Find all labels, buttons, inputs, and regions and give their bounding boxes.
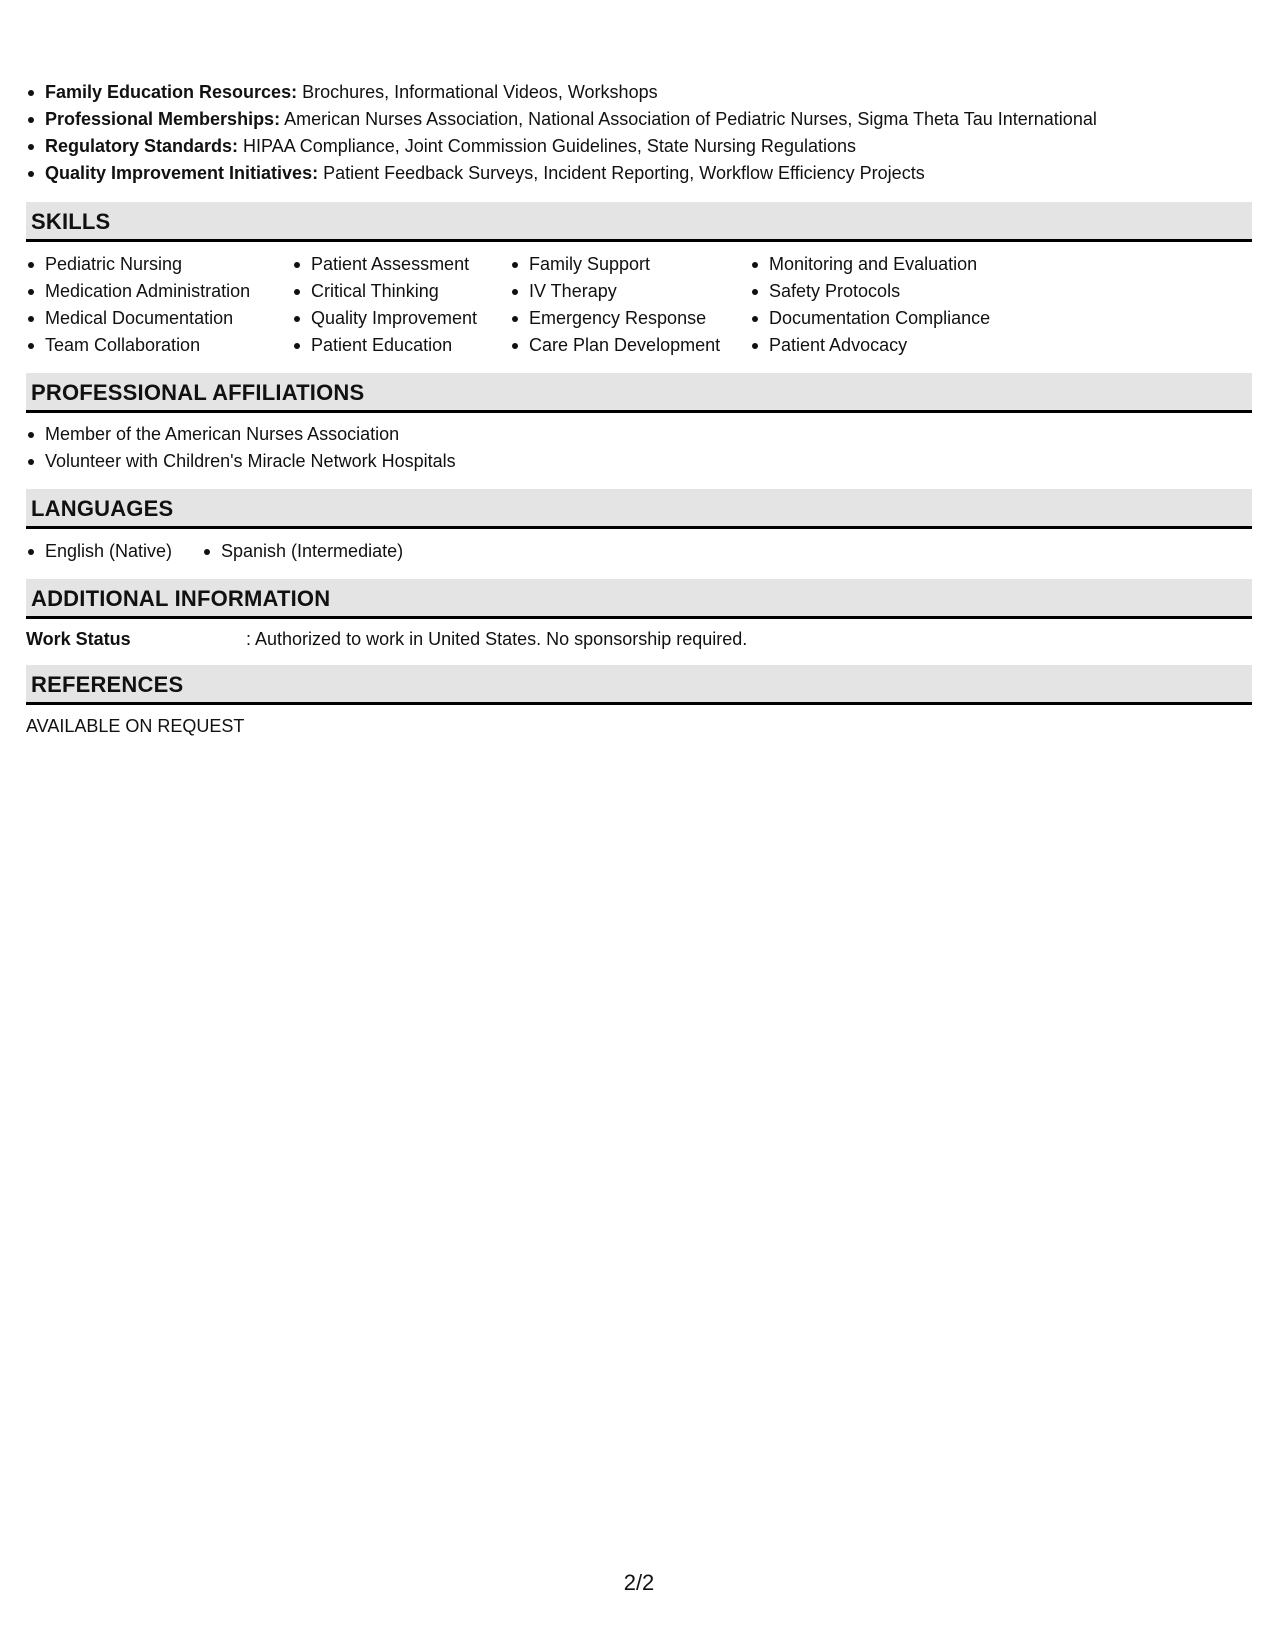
list-item — [26, 160, 1097, 187]
skills-column-2 — [292, 251, 477, 359]
item-text: HIPAA Compliance, Joint Commission Guidelines, State Nursing Regulations — [238, 136, 856, 156]
skill-item: Team Collaboration — [26, 332, 250, 359]
skill-item: Emergency Response — [510, 305, 720, 332]
skill-item: Critical Thinking — [292, 278, 477, 305]
language-column-2 — [202, 538, 403, 565]
item-text: American Nurses Association, National Association of Pediatric Nurses, Sigma Theta Tau International — [280, 109, 1097, 129]
section-title: PROFESSIONAL AFFILIATIONS — [31, 380, 365, 405]
affiliations-section-header — [26, 373, 1252, 413]
skill-item: Safety Protocols — [750, 278, 990, 305]
list-item — [26, 106, 1097, 133]
skill-item: Patient Assessment — [292, 251, 477, 278]
affiliations-list — [26, 421, 456, 475]
work-status-value: : Authorized to work in United States. No sponsorship required. — [246, 629, 748, 649]
skills-column-4 — [750, 251, 990, 359]
list-item: Volunteer with Children's Miracle Network Hospitals — [26, 448, 456, 475]
item-label: Regulatory Standards: — [45, 136, 239, 156]
resume-page — [26, 0, 1252, 1650]
skill-item: Patient Advocacy — [750, 332, 990, 359]
skills-column-3 — [510, 251, 720, 359]
skills-section-header — [26, 202, 1252, 242]
work-status-label: Work Status — [26, 629, 131, 649]
skill-item: Care Plan Development — [510, 332, 720, 359]
section-title: SKILLS — [31, 209, 111, 234]
languages-section-header — [26, 489, 1252, 529]
language-column-1 — [26, 538, 172, 565]
list-item — [26, 79, 1097, 106]
skill-item: Quality Improvement — [292, 305, 477, 332]
skill-item: Medication Administration — [26, 278, 250, 305]
list-item: Member of the American Nurses Association — [26, 421, 456, 448]
section-title: LANGUAGES — [31, 496, 174, 521]
item-label: Family Education Resources: — [45, 82, 298, 102]
item-label: Quality Improvement Initiatives: — [45, 163, 319, 183]
page-number: 2/2 — [623, 1570, 655, 1595]
skill-item: IV Therapy — [510, 278, 720, 305]
list-item — [26, 133, 1097, 160]
skill-item: Monitoring and Evaluation — [750, 251, 990, 278]
skill-item: Documentation Compliance — [750, 305, 990, 332]
language-item: English (Native) — [26, 538, 172, 565]
resources-list — [26, 79, 1097, 187]
item-label: Professional Memberships: — [45, 109, 281, 129]
skill-item: Medical Documentation — [26, 305, 250, 332]
language-item: Spanish (Intermediate) — [202, 538, 403, 565]
skill-item: Pediatric Nursing — [26, 251, 250, 278]
skill-item: Family Support — [510, 251, 720, 278]
references-section-header — [26, 665, 1252, 705]
item-text: Patient Feedback Surveys, Incident Reporting, Workflow Efficiency Projects — [318, 163, 925, 183]
section-title: ADDITIONAL INFORMATION — [31, 586, 331, 611]
references-text: AVAILABLE ON REQUEST — [26, 716, 245, 736]
section-title: REFERENCES — [31, 672, 184, 697]
item-text: Brochures, Informational Videos, Workshops — [297, 82, 658, 102]
additional-info-section-header — [26, 579, 1252, 619]
skills-column-1 — [26, 251, 250, 359]
skill-item: Patient Education — [292, 332, 477, 359]
